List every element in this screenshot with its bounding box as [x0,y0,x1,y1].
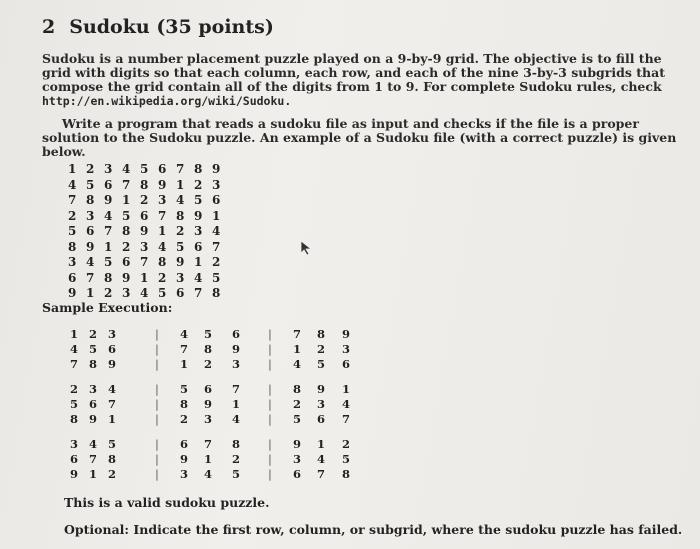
sample-cell: 2 [293,397,302,411]
example-cell: 8 [140,177,149,192]
sample-cell: 7 [180,342,189,356]
sample-cell: 2 [317,342,326,356]
sample-cell: 6 [70,452,79,466]
optional-label: Optional: [64,522,130,537]
example-cell: 1 [68,162,77,176]
example-cell: 6 [68,270,77,285]
section-number: 2 [42,16,56,38]
subgrid-separator: | [268,467,272,481]
example-cell: 2 [158,270,167,285]
example-cell: 9 [104,193,113,207]
example-sudoku-file [68,158,230,298]
example-cell: 5 [86,177,95,192]
example-cell: 2 [212,255,221,269]
example-cell: 1 [140,270,149,285]
sample-cell: 5 [232,467,241,481]
example-cell: 3 [122,286,131,300]
example-cell: 4 [104,208,113,223]
sample-cell: 3 [293,452,302,466]
sample-cell: 6 [232,327,241,341]
example-cell: 4 [86,255,95,269]
example-cell: 7 [194,286,203,300]
sample-cell: 2 [70,382,79,396]
sample-cell: 6 [317,412,326,426]
example-cell: 1 [122,193,131,207]
subgrid-separator: | [155,412,159,426]
sample-cell: 3 [204,412,213,426]
subgrid-separator: | [268,452,272,466]
sample-cell: 3 [180,467,189,481]
subgrid-separator: | [268,412,272,426]
example-cell: 9 [68,286,77,300]
example-cell: 3 [68,255,77,269]
sample-cell: 9 [204,397,213,411]
example-cell: 4 [176,193,185,207]
sample-cell: 7 [232,382,241,396]
sample-cell: 8 [232,437,241,451]
subgrid-separator: | [268,397,272,411]
sample-cell: 5 [89,342,98,356]
sample-cell: 7 [342,412,351,426]
sample-cell: 4 [204,467,213,481]
sample-cell: 8 [293,382,302,396]
example-row [68,267,230,283]
example-cell: 8 [194,162,203,176]
sample-cell: 8 [180,397,189,411]
sample-cell: 7 [108,397,117,411]
sample-cell: 6 [108,342,117,356]
example-cell: 2 [104,286,113,300]
sample-cell: 2 [89,327,98,341]
example-cell: 1 [104,239,113,254]
example-cell: 9 [176,255,185,269]
sample-cell: 2 [108,467,117,481]
example-cell: 6 [158,162,167,176]
example-cell: 7 [86,270,95,285]
example-cell: 4 [140,286,149,300]
example-cell: 7 [176,162,185,176]
sample-cell: 3 [89,382,98,396]
sample-cell: 5 [204,327,213,341]
example-cell: 7 [122,177,131,192]
section-title: Sudoku (35 points) [69,16,274,38]
subgrid-separator: | [155,467,159,481]
sample-cell: 8 [204,342,213,356]
sample-cell: 5 [317,357,326,371]
example-row [68,158,230,174]
sample-cell: 3 [232,357,241,371]
optional-text: Indicate the first row, column, or subgrid, where the sudoku puzzle has failed. [129,522,683,537]
sample-cell: 5 [70,397,79,411]
sample-cell: 9 [232,342,241,356]
example-cell: 8 [158,255,167,269]
sample-cell: 8 [108,452,117,466]
example-cell: 8 [176,208,185,223]
sample-execution-label: Sample Execution: [42,300,173,315]
example-cell: 6 [140,208,149,223]
subgrid-separator: | [155,357,159,371]
example-cell: 2 [194,177,203,192]
sample-cell: 1 [108,412,117,426]
sample-cell: 6 [89,397,98,411]
example-cell: 5 [140,162,149,176]
sample-cell: 9 [317,382,326,396]
subgrid-separator: | [155,327,159,341]
example-cell: 1 [212,208,221,223]
sample-cell: 9 [180,452,189,466]
sample-cell: 9 [293,437,302,451]
sample-cell: 8 [342,467,351,481]
sample-cell: 1 [204,452,213,466]
sample-cell: 5 [108,437,117,451]
example-cell: 8 [68,239,77,254]
subgrid-separator: | [268,437,272,451]
example-cell: 9 [194,208,203,223]
sample-cell: 1 [342,382,351,396]
valid-message: This is a valid sudoku puzzle. [64,495,270,510]
subgrid-separator: | [268,357,272,371]
example-cell: 5 [158,286,167,300]
subgrid-separator: | [155,452,159,466]
example-cell: 1 [176,177,185,192]
example-cell: 1 [194,255,203,269]
example-cell: 6 [212,193,221,207]
subgrid-separator: | [268,382,272,396]
example-cell: 3 [86,208,95,223]
sample-cell: 9 [89,412,98,426]
example-cell: 2 [122,239,131,254]
subgrid-separator: | [155,437,159,451]
subgrid-separator: | [268,327,272,341]
sample-cell: 8 [89,357,98,371]
sample-cell: 1 [293,342,302,356]
example-cell: 8 [122,224,131,238]
example-row [68,205,230,221]
sample-cell: 9 [342,327,351,341]
sample-cell: 4 [293,357,302,371]
example-row [68,174,230,190]
example-cell: 7 [158,208,167,223]
sample-cell: 7 [204,437,213,451]
sample-cell: 3 [317,397,326,411]
example-row [68,220,230,236]
mouse-pointer-icon [300,240,314,260]
example-row [68,251,230,267]
sample-cell: 4 [317,452,326,466]
example-cell: 8 [212,286,221,300]
sample-cell: 3 [108,327,117,341]
subgrid-separator: | [268,342,272,356]
example-cell: 1 [86,286,95,300]
example-cell: 5 [212,270,221,285]
sample-cell: 3 [342,342,351,356]
sample-cell: 8 [70,412,79,426]
example-cell: 5 [104,255,113,269]
example-cell: 3 [194,224,203,238]
example-cell: 2 [68,208,77,223]
sample-cell: 6 [180,437,189,451]
sample-cell: 5 [180,382,189,396]
sample-cell: 1 [70,327,79,341]
example-cell: 4 [212,224,221,238]
sample-cell: 4 [342,397,351,411]
sample-cell: 6 [204,382,213,396]
example-cell: 3 [176,270,185,285]
sample-cell: 2 [232,452,241,466]
sample-cell: 6 [293,467,302,481]
example-cell: 6 [194,239,203,254]
sample-cell: 5 [293,412,302,426]
example-cell: 4 [158,239,167,254]
example-cell: 3 [104,162,113,176]
example-cell: 6 [176,286,185,300]
sample-cell: 8 [317,327,326,341]
sample-cell: 3 [70,437,79,451]
example-cell: 7 [212,239,221,254]
example-cell: 5 [176,239,185,254]
example-cell: 3 [140,239,149,254]
wikipedia-url[interactable]: http://en.wikipedia.org/wiki/Sudoku. [42,94,292,108]
sample-cell: 1 [180,357,189,371]
example-cell: 9 [140,224,149,238]
sample-cell: 4 [70,342,79,356]
sample-cell: 2 [204,357,213,371]
example-cell: 7 [140,255,149,269]
sample-cell: 1 [317,437,326,451]
subgrid-separator: | [155,397,159,411]
example-cell: 4 [194,270,203,285]
example-cell: 1 [158,224,167,238]
sample-cell: 1 [232,397,241,411]
example-cell: 4 [68,177,77,192]
example-cell: 8 [104,270,113,285]
example-cell: 7 [104,224,113,238]
sample-cell: 6 [342,357,351,371]
sample-cell: 4 [180,327,189,341]
example-cell: 6 [86,224,95,238]
example-cell: 3 [158,193,167,207]
section-heading [42,16,274,38]
example-cell: 9 [86,239,95,254]
example-cell: 8 [86,193,95,207]
example-cell: 5 [68,224,77,238]
sample-cell: 7 [70,357,79,371]
intro-paragraph [42,52,682,108]
intro-text: Sudoku is a number placement puzzle played on a 9-by-9 grid. The objective is to fill the grid with digits so that each column, each row, and each of the nine 3-by-3 subgrids that compose the grid contain all of the digits from 1 to 9. For complete Sudoku rules, check [42,51,665,94]
subgrid-separator: | [155,342,159,356]
sample-cell: 2 [180,412,189,426]
optional-note [64,522,682,537]
sample-cell: 7 [89,452,98,466]
sample-cell: 9 [108,357,117,371]
example-row [68,236,230,252]
example-cell: 6 [104,177,113,192]
sample-cell: 4 [232,412,241,426]
example-cell: 9 [122,270,131,285]
task-paragraph [42,117,682,159]
sample-cell: 5 [342,452,351,466]
example-cell: 2 [86,162,95,176]
example-cell: 2 [140,193,149,207]
example-row [68,189,230,205]
example-cell: 9 [158,177,167,192]
example-cell: 6 [122,255,131,269]
sample-cell: 4 [108,382,117,396]
sample-cell: 1 [89,467,98,481]
example-cell: 3 [212,177,221,192]
example-cell: 4 [122,162,131,176]
example-cell: 5 [122,208,131,223]
sample-cell: 4 [89,437,98,451]
example-cell: 9 [212,162,221,176]
example-cell: 7 [68,193,77,207]
subgrid-separator: | [155,382,159,396]
example-cell: 2 [176,224,185,238]
example-row [68,282,230,298]
sample-cell: 2 [342,437,351,451]
sample-cell: 7 [293,327,302,341]
example-cell: 5 [194,193,203,207]
sample-cell: 9 [70,467,79,481]
task-text: Write a program that reads a sudoku file as input and checks if the file is a proper solution to the Sudoku puzzle. An example of a Sudoku file (with a correct puzzle) is given below. [42,116,677,159]
sample-cell: 7 [317,467,326,481]
